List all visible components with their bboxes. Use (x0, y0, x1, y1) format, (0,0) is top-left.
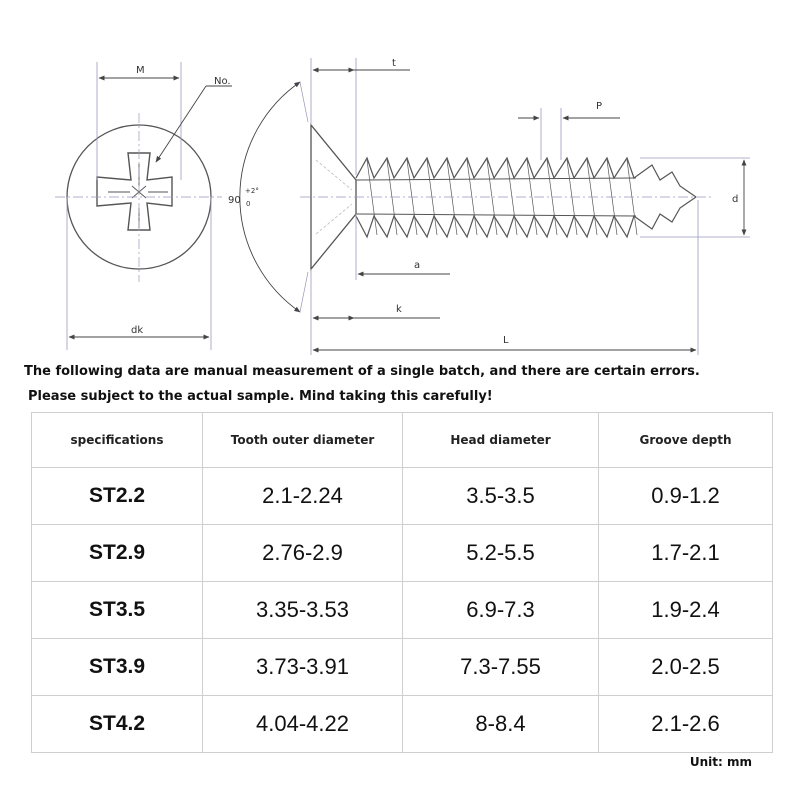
cell-groove-depth: 1.9-2.4 (599, 582, 773, 639)
table-row (32, 525, 773, 582)
cell-head-diameter: 7.3-7.55 (403, 639, 599, 696)
cell-tooth-outer-diameter: 2.1-2.24 (203, 468, 403, 525)
cell-spec: ST2.2 (32, 468, 203, 525)
table-row (32, 582, 773, 639)
cell-groove-depth: 0.9-1.2 (599, 468, 773, 525)
cell-head-diameter: 8-8.4 (403, 696, 599, 753)
cell-groove-depth: 2.1-2.6 (599, 696, 773, 753)
cell-head-diameter: 3.5-3.5 (403, 468, 599, 525)
note-line-1: The following data are manual measurement of a single batch, and there are certain errors. (24, 364, 700, 379)
thread-edge (356, 158, 696, 197)
dim-p-label: P (596, 101, 603, 112)
angle-tol-zero: 0 (246, 200, 251, 208)
cell-tooth-outer-diameter: 3.35-3.53 (203, 582, 403, 639)
note-line-2: Please subject to the actual sample. Mind taking this carefully! (28, 389, 493, 404)
phillips-recess-icon (97, 153, 172, 230)
dim-l-label: L (503, 335, 509, 346)
dim-d-label: d (732, 194, 739, 205)
angle-tol-plus: +2° (245, 187, 259, 195)
col-header-head-diameter: Head diameter (403, 413, 599, 468)
cell-groove-depth: 2.0-2.5 (599, 639, 773, 696)
dim-no-label: No. (214, 76, 231, 87)
dim-dk-label: dk (131, 325, 144, 336)
cell-head-diameter: 6.9-7.3 (403, 582, 599, 639)
dim-t-label: t (392, 58, 396, 69)
cell-tooth-outer-diameter: 3.73-3.91 (203, 639, 403, 696)
dim-a-label: a (414, 260, 421, 271)
spec-table (31, 412, 773, 753)
col-header-tooth-outer-diameter: Tooth outer diameter (203, 413, 403, 468)
cell-groove-depth: 1.7-2.1 (599, 525, 773, 582)
thread-profile (356, 158, 696, 237)
cell-spec: ST2.9 (32, 525, 203, 582)
table-header-row (32, 413, 773, 468)
cell-tooth-outer-diameter: 4.04-4.22 (203, 696, 403, 753)
table-row (32, 696, 773, 753)
table-row (32, 639, 773, 696)
cell-head-diameter: 5.2-5.5 (403, 525, 599, 582)
unit-label: Unit: mm (689, 755, 752, 769)
cell-spec: ST3.9 (32, 639, 203, 696)
head-top-view (55, 62, 222, 350)
screw-drawing (0, 0, 800, 360)
cell-spec: ST4.2 (32, 696, 203, 753)
cell-spec: ST3.5 (32, 582, 203, 639)
thread-edge (356, 197, 696, 237)
cell-tooth-outer-diameter: 2.76-2.9 (203, 525, 403, 582)
table-row (32, 468, 773, 525)
col-header-groove-depth: Groove depth (599, 413, 773, 468)
col-header-specifications: specifications (32, 413, 203, 468)
dim-k-label: k (396, 304, 402, 315)
dim-m-label: M (136, 65, 145, 76)
angle-label: 90 (228, 195, 241, 206)
